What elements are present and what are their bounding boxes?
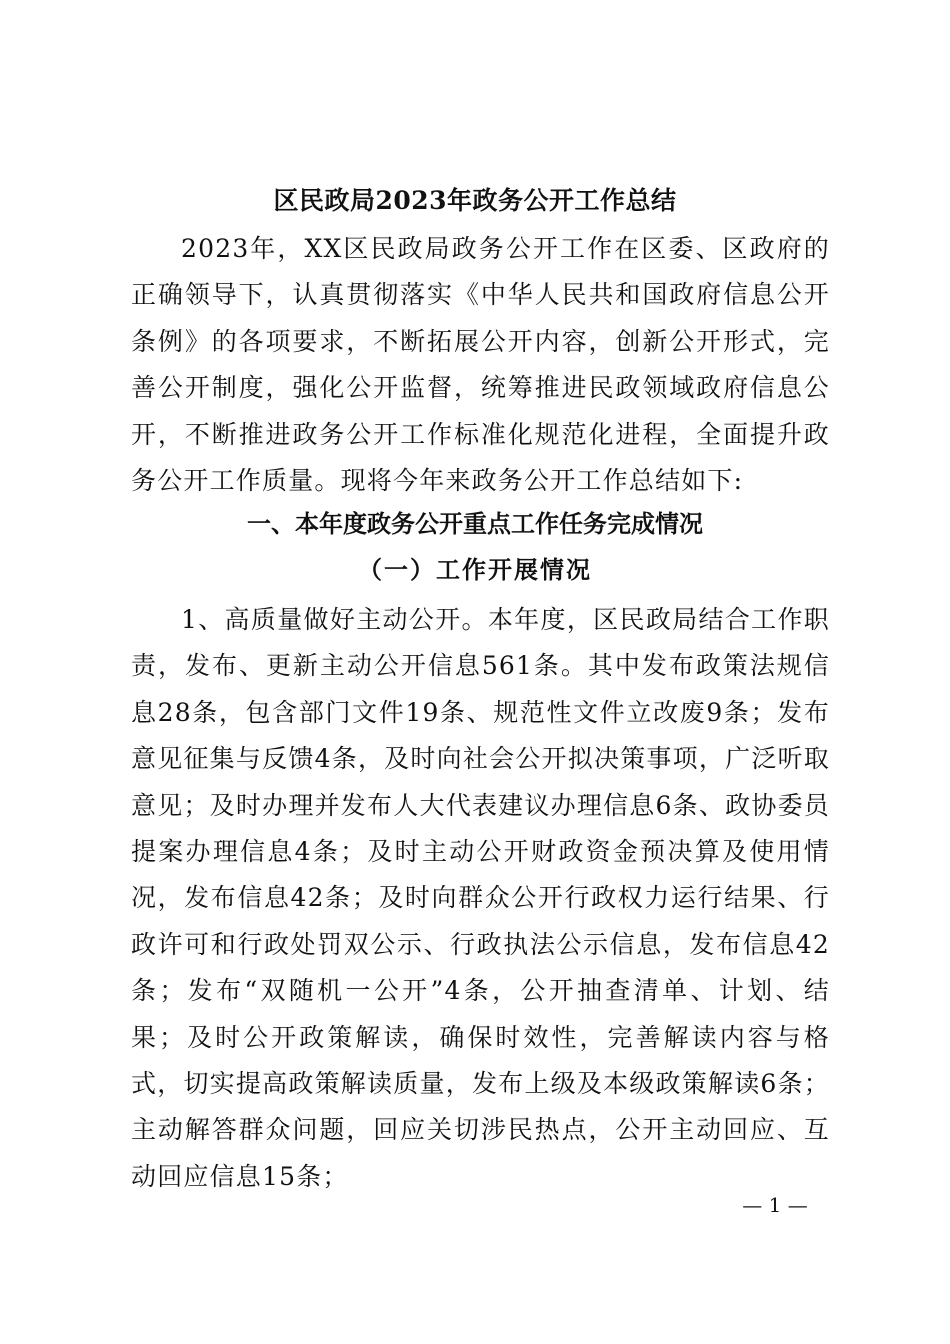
item-paragraph: 1、高质量做好主动公开。本年度，区民政局结合工作职责，发布、更新主动公开信息561条。其中发布政策法规信息28条，包含部门文件19条、规范性文件立改废9条；发布意见征集与反馈4条，及时向社会公开拟决策事项，广泛听取意见；及时办理并发布人大代表建议办理信息6条、政协委员提案办理信息4条；及时主动公开财政资金预决算及使用情况，发布信息42条；及时向群众公开行政权力运行结果、行政许可和行政处罚双公示、行政执法公示信息，发布信息42条；发布“双随机一公开”4条，公开抽查清单、计划、结果；及时公开政策解读，确保时效性，完善解读内容与格式，切实提高政策解读质量，发布上级及本级政策解读6条；主动解答群众问题，回应关切涉民热点，公开主动回应、互动回应信息15条； — [131, 605, 830, 1191]
intro-paragraph: 2023年，XX区民政局政务公开工作在区委、区政府的正确领导下，认真贯彻落实《中华人民共和国政府信息公开条例》的各项要求，不断拓展公开内容，创新公开形式，完善公开制度，强化公开监督，统筹推进民政领域政府信息公开，不断推进政务公开工作标准化规范化进程，全面提升政务公开工作质量。现将今年来政务公开工作总结如下: — [131, 234, 830, 496]
subsection-heading: （一）工作开展情况 — [358, 555, 592, 584]
page-number: — 1 — — [742, 1193, 808, 1217]
section-heading: 一、本年度政务公开重点工作任务完成情况 — [247, 510, 703, 538]
document-title: 区民政局2023年政务公开工作总结 — [273, 186, 677, 215]
